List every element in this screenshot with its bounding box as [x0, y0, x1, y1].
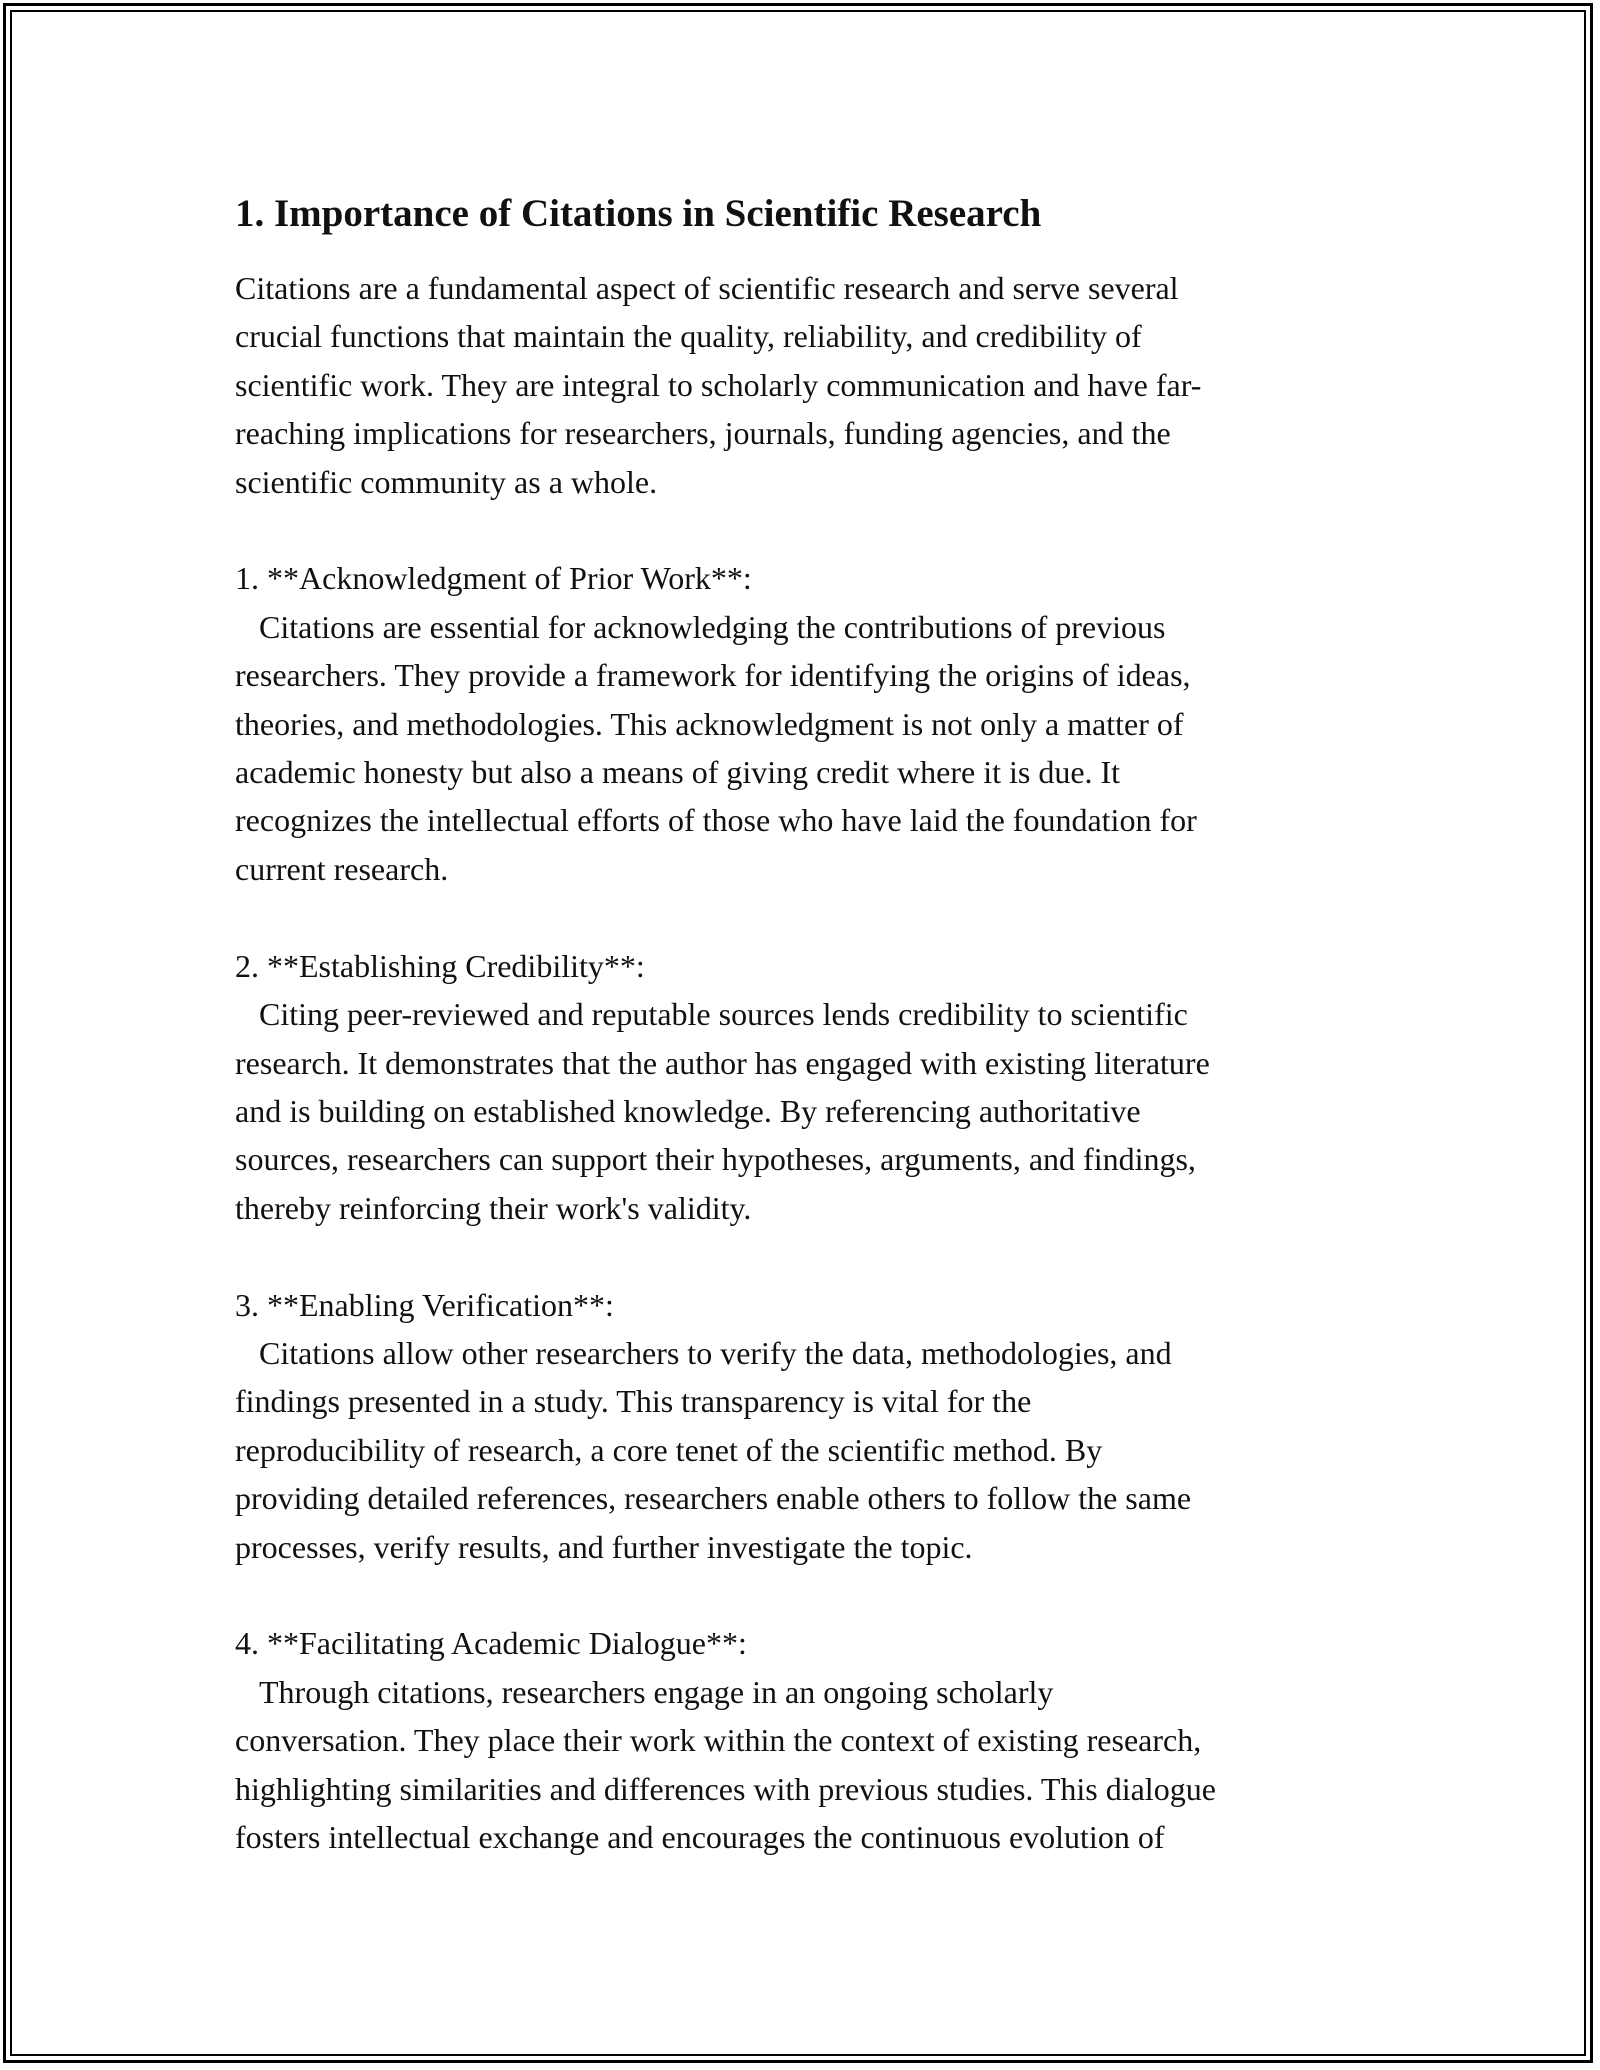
document-page — [235, 190, 1385, 1861]
document-body: Citations are a fundamental aspect of scientific research and serve several crucial functions that maintain the quality, reliability, and credibility of scientific work. They are integral to scholarly communication and have far- reaching implications for researchers, journals, funding agencies, and the scientific community as a whole. 1. **Acknowledgment of Prior Work**: Citations are essential for acknowledging the contributions of previous researchers. They provide a framework for identifying the origins of ideas, theories, and methodologies. This acknowledgment is not only a matter of academic honesty but also a means of giving credit where it is due. It recognizes the intellectual efforts of those who have laid the foundation for current research. 2. **Establishing Credibility**: Citing peer-reviewed and reputable sources lends credibility to scientific research. It demonstrates that the author has engaged with existing literature and is building on established knowledge. By referencing authoritative sources, researchers can support their hypotheses, arguments, and findings, thereby reinforcing their work's validity. 3. **Enabling Verification**: Citations allow other researchers to verify the data, methodologies, and findings presented in a study. This transparency is vital for the reproducibility of research, a core tenet of the scientific method. By providing detailed references, researchers enable others to follow the same processes, verify results, and further investigate the topic. 4. **Facilitating Academic Dialogue**: Through citations, researchers engage in an ongoing scholarly conversation. They place their work within the context of existing research, highlighting similarities and differences with previous studies. This dialogue fosters intellectual exchange and encourages the continuous evolution of — [235, 270, 1216, 1855]
page-title: 1. Importance of Citations in Scientific Research — [235, 192, 1042, 235]
